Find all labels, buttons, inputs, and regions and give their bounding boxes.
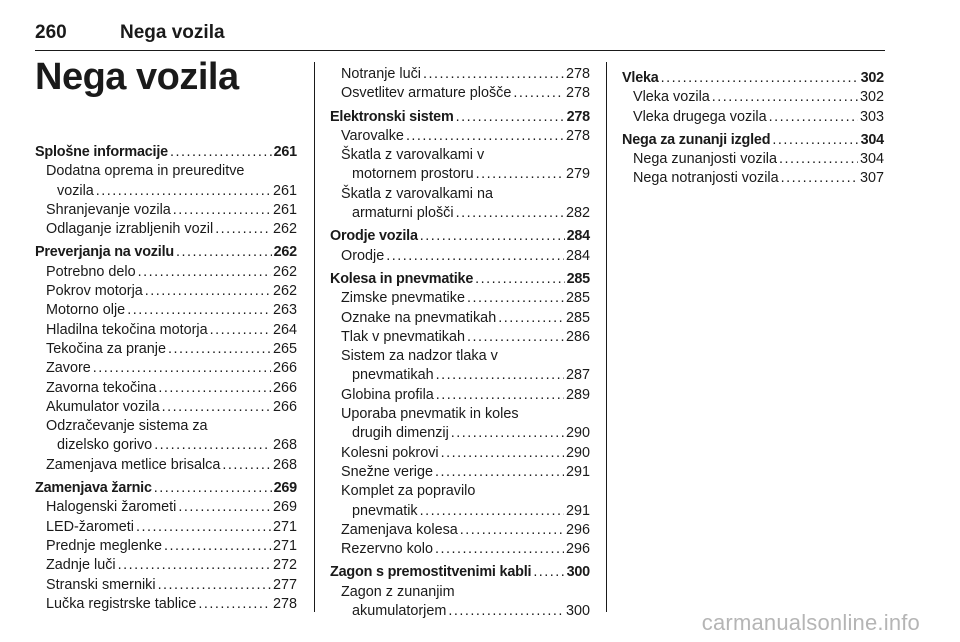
toc-entry[interactable] [622, 108, 884, 127]
toc-entry[interactable] [622, 150, 884, 169]
toc-page-number: 284 [566, 228, 590, 245]
toc-column-1 [35, 143, 297, 614]
toc-page-number: 266 [272, 398, 297, 415]
toc-entry[interactable] [330, 328, 590, 347]
toc-entry-label: pnevmatikah [352, 367, 434, 384]
dot-leader [127, 301, 271, 320]
toc-page-number: 284 [565, 247, 590, 264]
toc-page-number: 291 [565, 463, 590, 480]
toc-entry-label: Vleka drugega vozila [633, 108, 767, 125]
toc-section[interactable] [35, 143, 297, 162]
toc-page-number: 262 [272, 283, 297, 300]
toc-page-number: 300 [565, 603, 590, 620]
dot-leader [198, 595, 271, 614]
dot-leader [436, 366, 564, 385]
toc-entry-label: LED-žarometi [46, 518, 134, 535]
toc-page-number: 291 [565, 502, 590, 519]
dot-leader [436, 386, 564, 405]
toc-entry[interactable] [330, 366, 590, 385]
toc-entry-label: Oznake na pnevmatikah [341, 309, 497, 326]
dot-leader [173, 201, 271, 220]
toc-entry-label: Orodje vozila [330, 228, 418, 245]
toc-page-number: 266 [272, 379, 297, 396]
toc-page-number: 271 [272, 537, 297, 554]
toc-entry[interactable] [35, 537, 297, 556]
toc-page-number: 272 [272, 557, 297, 574]
toc-entry-label: Škatla z varovalkami na [341, 185, 493, 202]
toc-page-number: 262 [272, 221, 297, 238]
toc-entry[interactable] [622, 169, 884, 188]
toc-entry[interactable] [35, 436, 297, 455]
toc-entry-label: Vleka [622, 70, 659, 86]
toc-page-number: 278 [272, 595, 297, 612]
toc-entry[interactable] [330, 482, 590, 501]
dot-leader [154, 436, 271, 455]
toc-page-number: 296 [565, 521, 590, 538]
toc-entry-label: Rezervno kolo [341, 541, 433, 558]
dot-leader [210, 321, 271, 340]
toc-entry[interactable] [35, 576, 297, 595]
toc-entry-label: Nega zunanjosti vozila [633, 151, 777, 168]
toc-section[interactable] [622, 131, 884, 150]
dot-leader [533, 563, 564, 582]
toc-entry-label: Preverjanja na vozilu [35, 244, 174, 261]
toc-entry-label: drugih dimenzij [352, 425, 449, 442]
dot-leader [498, 309, 564, 328]
page-header [35, 20, 885, 51]
toc-entry-label: Zadnje luči [46, 557, 116, 574]
dot-leader [456, 204, 564, 223]
page-number: 260 [35, 22, 67, 43]
toc-entry[interactable] [35, 379, 297, 398]
toc-entry-label: Notranje luči [341, 66, 421, 82]
toc-entry[interactable] [35, 220, 297, 239]
toc-entry-label: Hladilna tekočina motorja [46, 321, 208, 338]
toc-page-number: 282 [565, 205, 590, 222]
toc-entry-label: dizelsko gorivo [57, 437, 153, 454]
toc-page-number: 303 [859, 108, 884, 125]
dot-leader [178, 498, 271, 517]
toc-column-2 [330, 65, 590, 621]
toc-page-number: 285 [565, 309, 590, 326]
toc-entry-label: motornem prostoru [352, 166, 474, 183]
toc-entry-label: Kolesa in pnevmatike [330, 270, 474, 287]
toc-page-number: 263 [272, 302, 297, 319]
toc-entry[interactable] [35, 595, 297, 614]
toc-entry-label: Motorno olje [46, 302, 126, 319]
toc-entry[interactable] [622, 88, 884, 107]
toc-entry[interactable] [330, 347, 590, 366]
dot-leader [441, 444, 564, 463]
dot-leader [661, 69, 859, 88]
toc-section[interactable] [330, 227, 590, 246]
dot-leader [448, 602, 564, 621]
toc-page-number: 261 [272, 182, 297, 199]
toc-page-number: 300 [566, 564, 590, 581]
dot-leader [162, 398, 271, 417]
toc-page-number: 278 [565, 66, 590, 82]
running-title: Nega vozila [120, 22, 225, 43]
toc-entry[interactable] [330, 602, 590, 621]
toc-entry-label: Splošne informacije [35, 144, 168, 160]
dot-leader [158, 576, 271, 595]
toc-entry[interactable] [35, 162, 297, 181]
dot-leader [96, 182, 271, 201]
toc-page-number: 261 [272, 201, 297, 218]
toc-entry[interactable] [330, 146, 590, 165]
dot-leader [170, 143, 272, 162]
dot-leader [772, 131, 858, 150]
toc-entry[interactable] [35, 398, 297, 417]
toc-section[interactable] [35, 243, 297, 262]
dot-leader [93, 359, 271, 378]
dot-leader [769, 108, 858, 127]
toc-entry[interactable] [330, 540, 590, 559]
toc-entry[interactable] [330, 502, 590, 521]
toc-entry-label: Kolesni pokrovi [341, 444, 439, 461]
column-divider [606, 62, 607, 612]
toc-section[interactable] [35, 479, 297, 498]
toc-page-number: 278 [565, 127, 590, 144]
toc-entry[interactable] [330, 444, 590, 463]
toc-page-number: 286 [565, 328, 590, 345]
toc-page-number: 304 [860, 131, 884, 148]
dot-leader [513, 84, 564, 103]
toc-entry-label: Elektronski sistem [330, 108, 454, 125]
toc-entry-label: armaturni plošči [352, 205, 454, 222]
toc-entry[interactable] [330, 65, 590, 84]
dot-leader [176, 243, 272, 262]
toc-entry[interactable] [35, 182, 297, 201]
dot-leader [475, 270, 564, 289]
watermark: carmanualsonline.info [701, 610, 920, 635]
toc-entry-label: Shranjevanje vozila [46, 201, 171, 218]
toc-entry-label: Odlaganje izrabljenih vozil [46, 221, 214, 238]
toc-entry[interactable] [330, 583, 590, 602]
toc-page-number: 268 [272, 437, 297, 454]
toc-entry-label: Zagon z zunanjim [341, 583, 455, 600]
toc-page-number: 268 [272, 456, 297, 473]
toc-page-number: 285 [566, 270, 590, 287]
toc-entry-label: Sistem za nadzor tlaka v [341, 348, 498, 365]
toc-section[interactable] [330, 270, 590, 289]
dot-leader [467, 328, 564, 347]
toc-entry-label: pnevmatik [352, 502, 418, 519]
toc-entry-label: Vleka vozila [633, 89, 710, 106]
dot-leader [168, 340, 271, 359]
toc-entry[interactable] [35, 456, 297, 475]
chapter-title: Nega vozila [35, 56, 239, 98]
toc-entry[interactable] [330, 424, 590, 443]
toc-entry-label: Potrebno delo [46, 263, 136, 280]
toc-entry-label: Osvetlitev armature plošče [341, 85, 512, 102]
toc-page-number: 269 [272, 499, 297, 516]
toc-entry-label: Zavore [46, 360, 91, 377]
toc-entry[interactable] [330, 204, 590, 223]
toc-page-number: 262 [272, 263, 297, 280]
toc-entry[interactable] [330, 463, 590, 482]
toc-page-number: 304 [859, 151, 884, 168]
toc-entry[interactable] [35, 282, 297, 301]
toc-page-number: 290 [565, 425, 590, 442]
toc-entry[interactable] [330, 309, 590, 328]
toc-entry[interactable] [330, 84, 590, 103]
toc-entry-label: Nega za zunanji izgled [622, 131, 771, 148]
toc-entry-label: Zamenjava metlice brisalca [46, 456, 221, 473]
dot-leader [420, 502, 564, 521]
toc-entry[interactable] [35, 321, 297, 340]
toc-entry-label: Lučka registrske tablice [46, 595, 197, 612]
toc-entry-label: Zamenjava žarnic [35, 480, 152, 497]
toc-entry-label: Globina profila [341, 386, 434, 403]
toc-entry-label: Komplet za popravilo [341, 483, 476, 500]
toc-entry[interactable] [330, 127, 590, 146]
toc-entry-label: Zavorna tekočina [46, 379, 157, 396]
toc-entry-label: Snežne verige [341, 463, 434, 480]
dot-leader [118, 556, 271, 575]
toc-entry-label: Prednje meglenke [46, 537, 162, 554]
toc-entry[interactable] [35, 201, 297, 220]
toc-entry-label: Tlak v pnevmatikah [341, 328, 465, 345]
toc-entry[interactable] [35, 417, 297, 436]
dot-leader [456, 108, 565, 127]
toc-entry[interactable] [330, 521, 590, 540]
dot-leader [467, 289, 564, 308]
toc-page-number: 285 [565, 290, 590, 307]
toc-entry-label: Orodje [341, 247, 385, 264]
toc-page-number: 290 [565, 444, 590, 461]
dot-leader [451, 424, 564, 443]
dot-leader [136, 518, 271, 537]
toc-page-number: 307 [859, 170, 884, 187]
toc-entry-label: Odzračevanje sistema za [46, 418, 208, 435]
toc-entry[interactable] [35, 359, 297, 378]
toc-page-number: 302 [859, 89, 884, 106]
dot-leader [154, 479, 272, 498]
toc-entry[interactable] [35, 518, 297, 537]
dot-leader [386, 247, 564, 266]
toc-page-number: 265 [272, 340, 297, 357]
toc-page-number: 271 [272, 518, 297, 535]
toc-page-number: 279 [565, 166, 590, 183]
column-divider [314, 62, 315, 612]
toc-entry[interactable] [35, 498, 297, 517]
toc-entry-label: Dodatna oprema in preureditve [46, 163, 245, 180]
toc-section[interactable] [330, 563, 590, 582]
toc-entry-label: Stranski smerniki [46, 576, 156, 593]
dot-leader [435, 540, 564, 559]
toc-page-number: 262 [273, 244, 297, 261]
dot-leader [158, 379, 271, 398]
dot-leader [138, 263, 271, 282]
dot-leader [145, 282, 271, 301]
toc-entry[interactable] [35, 263, 297, 282]
toc-entry[interactable] [330, 386, 590, 405]
toc-entry[interactable] [330, 289, 590, 308]
toc-page-number: 266 [272, 360, 297, 377]
toc-entry[interactable] [35, 301, 297, 320]
toc-entry-label: Akumulator vozila [46, 398, 160, 415]
toc-entry-label: Zimske pnevmatike [341, 290, 465, 307]
toc-page-number: 289 [565, 386, 590, 403]
toc-entry-label: Halogenski žarometi [46, 499, 177, 516]
toc-entry[interactable] [330, 247, 590, 266]
toc-page-number: 261 [273, 144, 297, 160]
dot-leader [406, 127, 564, 146]
toc-entry[interactable] [35, 556, 297, 575]
toc-section[interactable] [622, 69, 884, 88]
toc-column-3 [622, 69, 884, 189]
toc-entry-label: Zagon s premostitvenimi kabli [330, 564, 532, 581]
toc-entry-label: vozila [57, 182, 94, 199]
toc-entry-label: Škatla z varovalkami v [341, 147, 485, 164]
toc-page-number: 287 [565, 367, 590, 384]
toc-page-number: 278 [565, 85, 590, 102]
dot-leader [222, 456, 271, 475]
dot-leader [712, 88, 858, 107]
dot-leader [779, 150, 858, 169]
toc-section[interactable] [330, 108, 590, 127]
dot-leader [460, 521, 564, 540]
dot-leader [215, 220, 271, 239]
toc-page-number: 302 [860, 70, 884, 86]
toc-entry[interactable] [35, 340, 297, 359]
toc-entry-label: Nega notranjosti vozila [633, 170, 779, 187]
toc-page-number: 296 [565, 541, 590, 558]
toc-page-number: 264 [272, 321, 297, 338]
toc-entry[interactable] [330, 405, 590, 424]
toc-page-number: 278 [566, 108, 590, 125]
toc-entry-label: Uporaba pnevmatik in koles [341, 406, 519, 423]
toc-entry-label: Pokrov motorja [46, 283, 143, 300]
dot-leader [164, 537, 271, 556]
toc-page-number: 277 [272, 576, 297, 593]
dot-leader [423, 65, 564, 84]
toc-page-number: 269 [273, 480, 297, 497]
toc-entry[interactable] [330, 165, 590, 184]
toc-entry-label: akumulatorjem [352, 603, 447, 620]
dot-leader [435, 463, 564, 482]
toc-entry-label: Zamenjava kolesa [341, 521, 458, 538]
dot-leader [420, 227, 565, 246]
dot-leader [781, 169, 858, 188]
toc-entry[interactable] [330, 185, 590, 204]
toc-entry-label: Varovalke [341, 127, 404, 144]
toc-entry-label: Tekočina za pranje [46, 340, 166, 357]
dot-leader [476, 165, 564, 184]
